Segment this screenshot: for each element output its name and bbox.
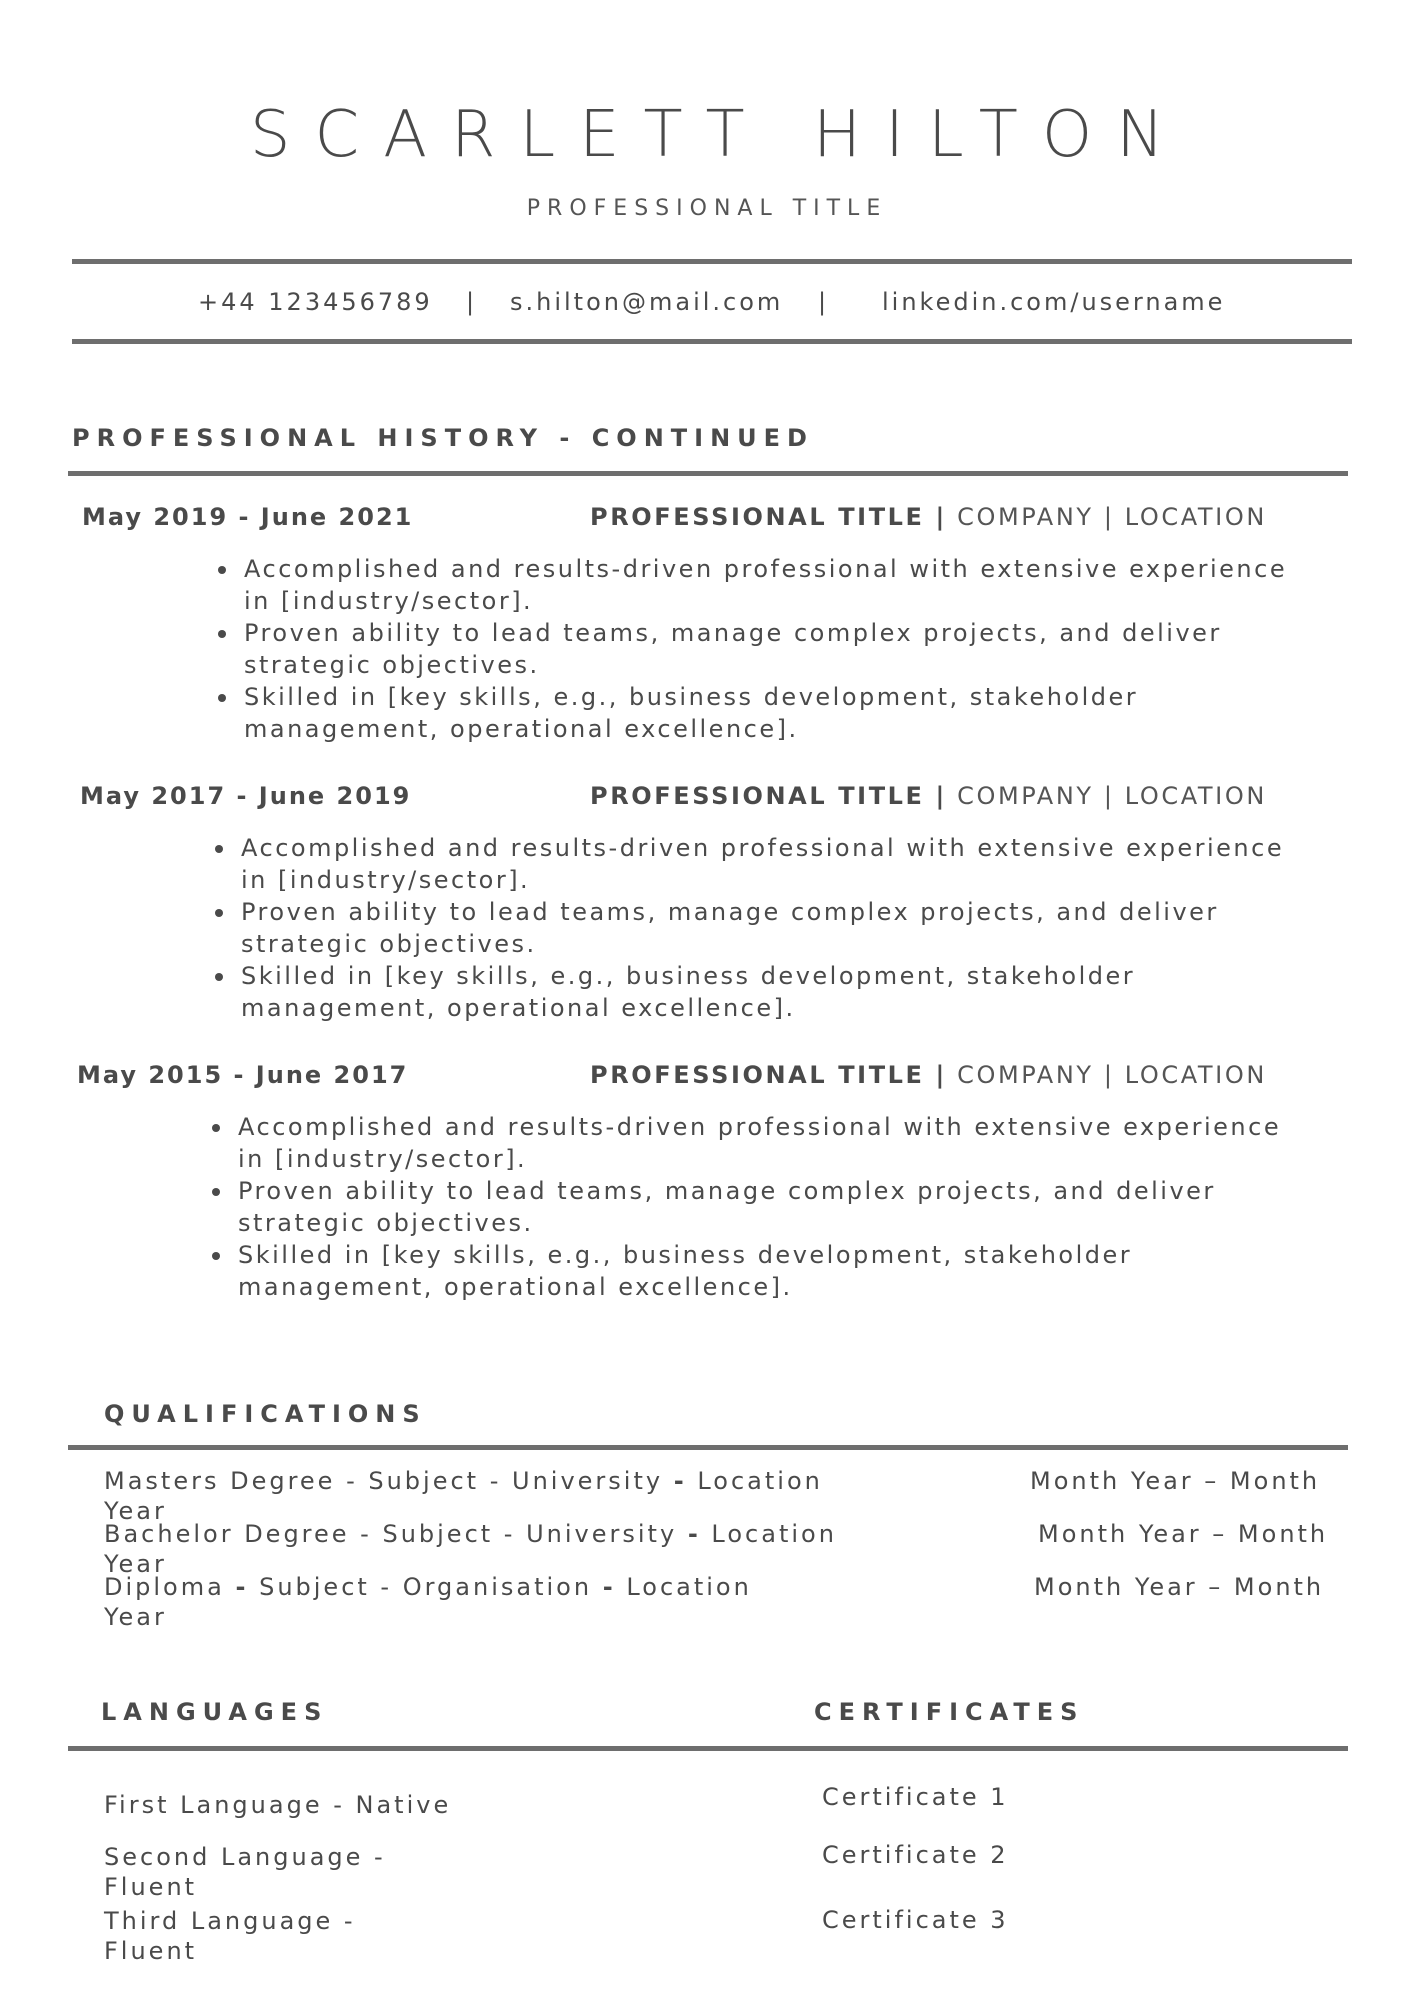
contact-email[interactable]: s.hilton@mail.com	[510, 288, 784, 316]
qualification-item: Diploma - Subject - Organisation - Location	[104, 1573, 752, 1601]
job-bullet: Proven ability to lead teams, manage complex projects, and deliver strategic objectives.	[214, 617, 1294, 681]
job-bullet: Accomplished and results-driven professional with extensive experience in [industry/sector].	[211, 832, 1291, 896]
job-bullet: Proven ability to lead teams, manage complex projects, and deliver strategic objectives.	[211, 896, 1291, 960]
qualification-dates: Month Year – Month	[1038, 1520, 1329, 1548]
job-bullet: Accomplished and results-driven professional with extensive experience in [industry/sector].	[208, 1111, 1288, 1175]
certificate-item: Certificate 1	[822, 1783, 1009, 1811]
job-title-line	[590, 503, 1267, 531]
job-bullet: Proven ability to lead teams, manage complex projects, and deliver strategic objectives.	[208, 1175, 1288, 1239]
qualification-dates: Month Year – Month	[1030, 1467, 1321, 1495]
professional-title: PROFESSIONAL TITLE	[526, 196, 888, 221]
contact-bottom-divider	[72, 339, 1352, 344]
contact-top-divider	[72, 259, 1352, 264]
qualification-year: Year	[104, 1603, 167, 1631]
job-dates: May 2015 - June 2017	[77, 1061, 409, 1089]
contact-separator-2: |	[818, 288, 830, 316]
job-title-line	[590, 1061, 1267, 1089]
contact-separator-1: |	[466, 288, 478, 316]
job-bullet: Skilled in [key skills, e.g., business development, stakeholder management, operational excellence].	[214, 681, 1294, 745]
job-dates: May 2017 - June 2019	[80, 782, 412, 810]
job-company-location: COMPANY | LOCATION	[957, 1061, 1267, 1089]
job-company-location: COMPANY | LOCATION	[957, 503, 1267, 531]
job-title: PROFESSIONAL TITLE |	[590, 782, 947, 810]
job-bullets	[214, 553, 1294, 745]
qualifications-heading: QUALIFICATIONS	[104, 1400, 427, 1428]
qualifications-divider	[68, 1445, 1348, 1450]
job-title: PROFESSIONAL TITLE |	[590, 1061, 947, 1089]
job-bullets	[211, 832, 1291, 1024]
history-divider	[68, 471, 1348, 476]
job-bullets	[208, 1111, 1288, 1303]
contact-linkedin[interactable]: linkedin.com/username	[882, 288, 1226, 316]
qualification-item: Masters Degree - Subject - University - Location	[104, 1467, 823, 1495]
job-title: PROFESSIONAL TITLE |	[590, 503, 947, 531]
job-title-line	[590, 782, 1267, 810]
certificate-item: Certificate 3	[822, 1906, 1009, 1934]
certificates-heading: CERTIFICATES	[814, 1698, 1085, 1726]
qualification-year: Year	[104, 1550, 167, 1578]
certificate-item: Certificate 2	[822, 1841, 1009, 1869]
qualification-item: Bachelor Degree - Subject - University - Location	[104, 1520, 837, 1548]
job-company-location: COMPANY | LOCATION	[957, 782, 1267, 810]
job-bullet: Skilled in [key skills, e.g., business development, stakeholder management, operational excellence].	[208, 1239, 1288, 1303]
contact-phone: +44 123456789	[198, 288, 433, 316]
qualification-dates: Month Year – Month	[1034, 1573, 1325, 1601]
qualification-year: Year	[104, 1497, 167, 1525]
job-bullet: Accomplished and results-driven professional with extensive experience in [industry/sector].	[214, 553, 1294, 617]
language-item: First Language - Native	[104, 1791, 452, 1819]
job-dates: May 2019 - June 2021	[82, 503, 414, 531]
language-item: Third Language - Fluent	[104, 1907, 356, 1965]
history-heading: PROFESSIONAL HISTORY - CONTINUED	[72, 424, 814, 452]
candidate-name: SCARLETT HILTON	[249, 98, 1189, 172]
job-bullet: Skilled in [key skills, e.g., business development, stakeholder management, operational excellence].	[211, 960, 1291, 1024]
languages-heading: LANGUAGES	[101, 1698, 329, 1726]
language-item: Second Language - Fluent	[104, 1843, 386, 1901]
languages-certificates-divider	[68, 1746, 1348, 1751]
